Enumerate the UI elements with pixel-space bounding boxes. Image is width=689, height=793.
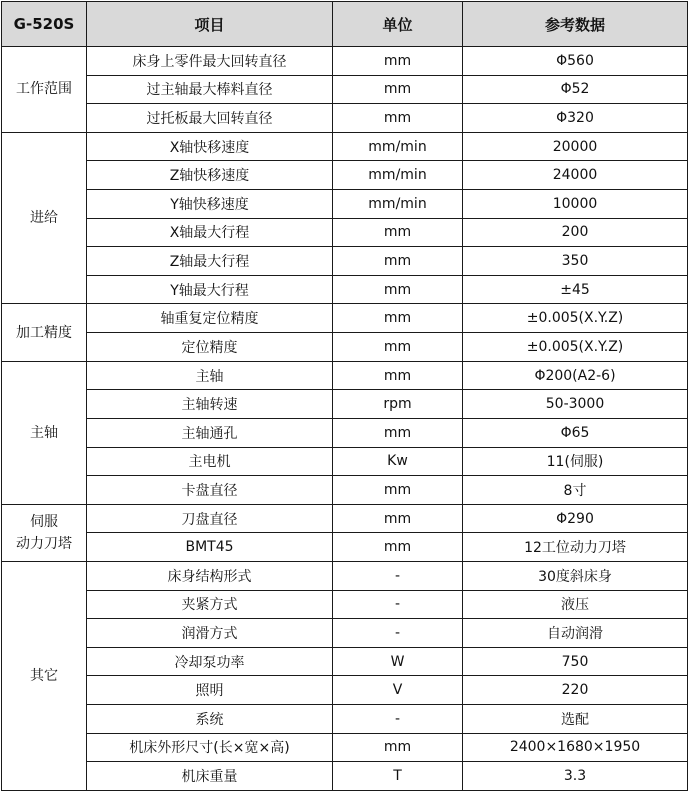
- value-cell: Φ320: [463, 104, 688, 133]
- item-cell: 系统: [87, 705, 333, 734]
- value-cell: 2400×1680×1950: [463, 733, 688, 762]
- table-row: [2, 361, 688, 390]
- unit-cell: mm: [333, 504, 463, 533]
- group-label: 伺服 动力刀塔: [2, 504, 87, 561]
- unit-cell: mm: [333, 247, 463, 276]
- item-cell: 机床外形尺寸(长×宽×高): [87, 733, 333, 762]
- table-row: [2, 104, 688, 133]
- item-cell: 床身上零件最大回转直径: [87, 47, 333, 76]
- group-label: 工作范围: [2, 47, 87, 133]
- item-cell: Z轴最大行程: [87, 247, 333, 276]
- unit-cell: mm: [333, 275, 463, 304]
- item-header: 项目: [87, 2, 333, 47]
- item-cell: 轴重复定位精度: [87, 304, 333, 333]
- table-row: [2, 447, 688, 476]
- table-row: [2, 390, 688, 419]
- item-cell: 冷却泵功率: [87, 647, 333, 676]
- unit-cell: V: [333, 676, 463, 705]
- group-label: 主轴: [2, 361, 87, 504]
- value-cell: 液压: [463, 590, 688, 619]
- value-cell: Φ560: [463, 47, 688, 76]
- table-row: [2, 161, 688, 190]
- unit-cell: mm: [333, 333, 463, 362]
- table-row: [2, 504, 688, 533]
- value-cell: Φ52: [463, 75, 688, 104]
- unit-cell: mm/min: [333, 161, 463, 190]
- table-row: [2, 705, 688, 734]
- unit-header: 单位: [333, 2, 463, 47]
- value-header: 参考数据: [463, 2, 688, 47]
- item-cell: 照明: [87, 676, 333, 705]
- unit-cell: mm: [333, 533, 463, 562]
- item-cell: Y轴快移速度: [87, 190, 333, 219]
- unit-cell: -: [333, 705, 463, 734]
- table-row: [2, 132, 688, 161]
- value-cell: 选配: [463, 705, 688, 734]
- value-cell: 24000: [463, 161, 688, 190]
- unit-cell: -: [333, 561, 463, 590]
- item-cell: Z轴快移速度: [87, 161, 333, 190]
- item-cell: BMT45: [87, 533, 333, 562]
- value-cell: 12工位动力刀塔: [463, 533, 688, 562]
- table-row: [2, 47, 688, 76]
- unit-cell: mm: [333, 418, 463, 447]
- group-label: 加工精度: [2, 304, 87, 361]
- table-row: [2, 619, 688, 648]
- unit-cell: rpm: [333, 390, 463, 419]
- table-row: [2, 590, 688, 619]
- unit-cell: mm: [333, 304, 463, 333]
- item-cell: X轴最大行程: [87, 218, 333, 247]
- value-cell: 750: [463, 647, 688, 676]
- item-cell: 主电机: [87, 447, 333, 476]
- value-cell: 10000: [463, 190, 688, 219]
- value-cell: 自动润滑: [463, 619, 688, 648]
- model-header: G-520S: [2, 2, 87, 47]
- unit-cell: mm: [333, 733, 463, 762]
- unit-cell: Kw: [333, 447, 463, 476]
- value-cell: 11(伺服): [463, 447, 688, 476]
- item-cell: 床身结构形式: [87, 561, 333, 590]
- item-cell: 主轴: [87, 361, 333, 390]
- group-label: 其它: [2, 561, 87, 790]
- spec-table: [1, 1, 688, 791]
- table-row: [2, 533, 688, 562]
- table-row: [2, 733, 688, 762]
- item-cell: 刀盘直径: [87, 504, 333, 533]
- value-cell: Φ200(A2-6): [463, 361, 688, 390]
- value-cell: 350: [463, 247, 688, 276]
- unit-cell: mm: [333, 218, 463, 247]
- item-cell: X轴快移速度: [87, 132, 333, 161]
- unit-cell: mm: [333, 476, 463, 505]
- item-cell: 夹紧方式: [87, 590, 333, 619]
- unit-cell: mm/min: [333, 132, 463, 161]
- item-cell: Y轴最大行程: [87, 275, 333, 304]
- unit-cell: T: [333, 762, 463, 791]
- value-cell: 8寸: [463, 476, 688, 505]
- value-cell: 220: [463, 676, 688, 705]
- table-body: [2, 47, 688, 791]
- item-cell: 机床重量: [87, 762, 333, 791]
- item-cell: 过托板最大回转直径: [87, 104, 333, 133]
- table-header: [2, 2, 688, 47]
- value-cell: 200: [463, 218, 688, 247]
- unit-cell: mm: [333, 47, 463, 76]
- value-cell: 30度斜床身: [463, 561, 688, 590]
- item-cell: 卡盘直径: [87, 476, 333, 505]
- table-row: [2, 647, 688, 676]
- table-row: [2, 304, 688, 333]
- table-row: [2, 275, 688, 304]
- header-row: [2, 2, 688, 47]
- unit-cell: mm: [333, 75, 463, 104]
- item-cell: 主轴通孔: [87, 418, 333, 447]
- unit-cell: -: [333, 619, 463, 648]
- value-cell: 3.3: [463, 762, 688, 791]
- item-cell: 主轴转速: [87, 390, 333, 419]
- table-row: [2, 333, 688, 362]
- item-cell: 定位精度: [87, 333, 333, 362]
- unit-cell: mm: [333, 361, 463, 390]
- item-cell: 润滑方式: [87, 619, 333, 648]
- value-cell: 20000: [463, 132, 688, 161]
- value-cell: 50-3000: [463, 390, 688, 419]
- unit-cell: W: [333, 647, 463, 676]
- table-row: [2, 476, 688, 505]
- value-cell: Φ65: [463, 418, 688, 447]
- table-row: [2, 762, 688, 791]
- value-cell: Φ290: [463, 504, 688, 533]
- table-row: [2, 218, 688, 247]
- value-cell: ±0.005(X.Y.Z): [463, 304, 688, 333]
- item-cell: 过主轴最大棒料直径: [87, 75, 333, 104]
- table-row: [2, 75, 688, 104]
- value-cell: ±45: [463, 275, 688, 304]
- table-row: [2, 418, 688, 447]
- table-row: [2, 676, 688, 705]
- unit-cell: -: [333, 590, 463, 619]
- table-row: [2, 561, 688, 590]
- unit-cell: mm/min: [333, 190, 463, 219]
- table-row: [2, 247, 688, 276]
- value-cell: ±0.005(X.Y.Z): [463, 333, 688, 362]
- group-label: 进给: [2, 132, 87, 304]
- unit-cell: mm: [333, 104, 463, 133]
- table-row: [2, 190, 688, 219]
